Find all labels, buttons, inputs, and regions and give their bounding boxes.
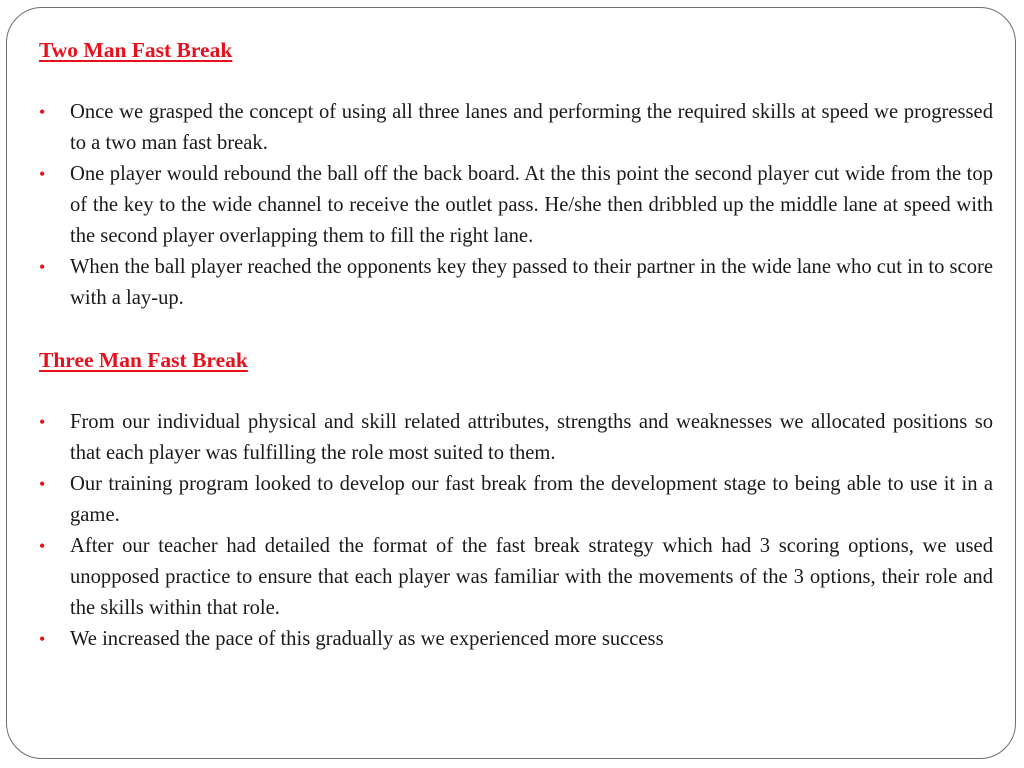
bullet-text: After our teacher had detailed the format of the fast break strategy which had 3 scoring options, we used unopposed practice to ensure that each player was familiar with the movements of the 3 options, their role and the skills within that role. xyxy=(70,535,993,619)
bullet-text: One player would rebound the ball off the back board. At the this point the second player cut wide from the top of the key to the wide channel to receive the outlet pass. He/she then dribbled up the middle lane at speed with the second player overlapping them to fill the right lane. xyxy=(70,163,993,247)
bullet-item xyxy=(39,469,993,531)
bullet-item xyxy=(39,159,993,252)
bullet-dot-icon: • xyxy=(39,102,46,122)
bullet-list-two-man-fast-break xyxy=(39,97,993,314)
bullet-item xyxy=(39,624,993,655)
bullet-list-three-man-fast-break xyxy=(39,407,993,655)
bullet-item xyxy=(39,531,993,624)
bullet-dot-icon: • xyxy=(39,629,46,649)
bullet-item xyxy=(39,252,993,314)
bullet-dot-icon: • xyxy=(39,257,46,277)
bullet-dot-icon: • xyxy=(39,412,46,432)
bullet-item xyxy=(39,407,993,469)
bullet-text: Our training program looked to develop our fast break from the development stage to being able to use it in a game. xyxy=(70,473,993,526)
bullet-dot-icon: • xyxy=(39,164,46,184)
section-heading-three-man-fast-break: Three Man Fast Break xyxy=(39,348,248,372)
slide-frame xyxy=(6,7,1016,759)
bullet-item xyxy=(39,97,993,159)
bullet-text: Once we grasped the concept of using all three lanes and performing the required skills at speed we progressed to a two man fast break. xyxy=(70,101,993,154)
bullet-text: We increased the pace of this gradually as we experienced more success xyxy=(70,628,664,650)
bullet-text: From our individual physical and skill related attributes, strengths and weaknesses we allocated positions so that each player was fulfilling the role most suited to them. xyxy=(70,411,993,464)
bullet-dot-icon: • xyxy=(39,474,46,494)
section-heading-two-man-fast-break: Two Man Fast Break xyxy=(39,38,233,62)
bullet-text: When the ball player reached the opponents key they passed to their partner in the wide lane who cut in to score with a lay-up. xyxy=(70,256,993,309)
slide-content xyxy=(39,35,993,655)
bullet-dot-icon: • xyxy=(39,536,46,556)
